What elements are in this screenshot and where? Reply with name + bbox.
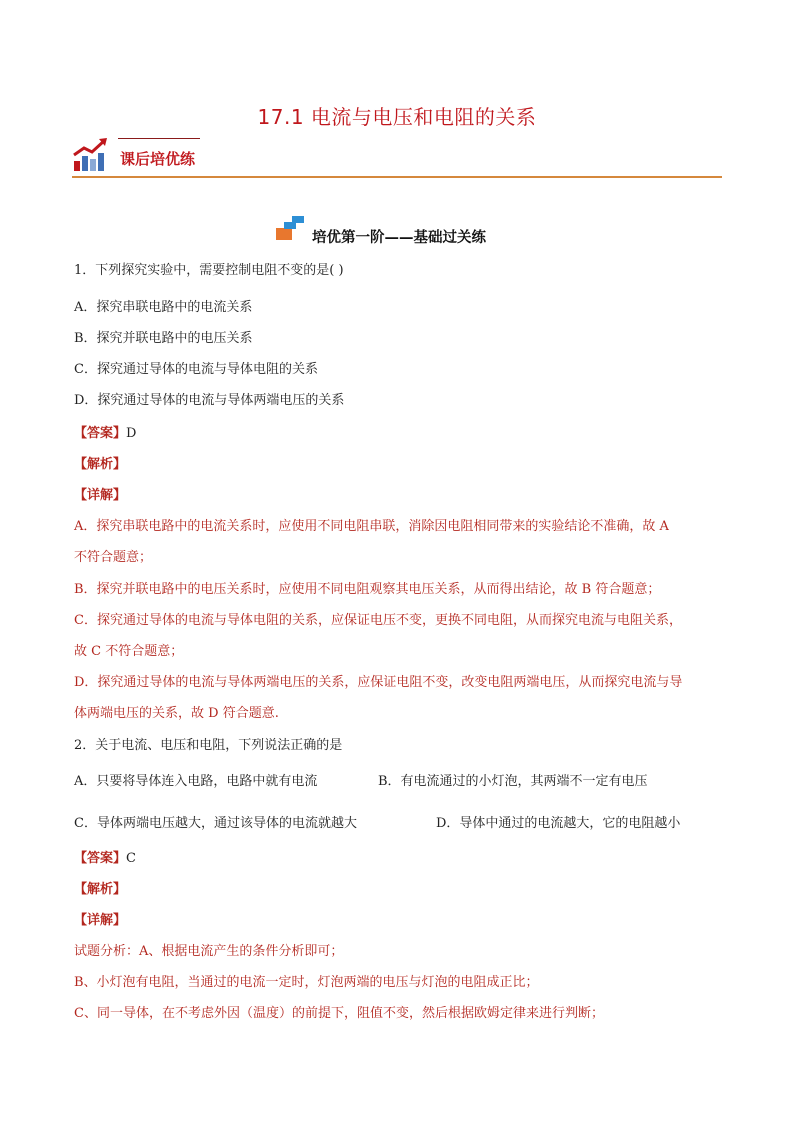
q1-option-a: A．探究串联电路中的电流关系 xyxy=(74,300,253,315)
q1-option-d: D．探究通过导体的电流与导体两端电压的关系 xyxy=(74,393,345,408)
q2-detail-tag: 【详解】 xyxy=(74,913,127,928)
header-top-rule xyxy=(118,138,200,139)
q1-detail-line: 故 C 不符合题意； xyxy=(74,644,184,659)
q2-detail-line: C、同一导体，在不考虑外因（温度）的前提下，阻值不变，然后根据欧姆定律来进行判断； xyxy=(74,1006,604,1021)
q1-detail-line: C．探究通过导体的电流与导体电阻的关系，应保证电压不变，更换不同电阻，从而探究电流与电阻关系， xyxy=(74,613,682,628)
q2-option-a: A．只要将导体连入电路，电路中就有电流 xyxy=(74,774,318,789)
q2-answer-value: C xyxy=(126,851,136,866)
q1-stem: 1．下列探究实验中，需要控制电阻不变的是( ) xyxy=(74,263,344,278)
section-header xyxy=(72,136,722,178)
q1-answer xyxy=(74,426,136,442)
q2-answer xyxy=(74,851,136,867)
q2-answer-tag: 【答案】 xyxy=(74,851,127,866)
q2-option-c: C．导体两端电压越大，通过该导体的电流就越大 xyxy=(74,816,357,831)
q1-detail-line: 不符合题意； xyxy=(74,550,153,565)
q1-detail-tag: 【详解】 xyxy=(74,488,127,503)
q1-option-c: C．探究通过导体的电流与导体电阻的关系 xyxy=(74,362,318,377)
q1-detail-line: D．探究通过导体的电流与导体两端电压的关系，应保证电阻不变，改变电阻两端电压，从而探究电流与导 xyxy=(74,675,683,690)
q1-detail-line: 体两端电压的关系，故 D 符合题意. xyxy=(74,706,279,721)
q1-detail-line: A．探究串联电路中的电流关系时，应使用不同电阻串联，消除因电阻相同带来的实验结论不准确，故 A xyxy=(74,519,669,534)
q2-detail-line: 试题分析：A、根据电流产生的条件分析即可； xyxy=(74,944,344,959)
q2-detail-line: B、小灯泡有电阻，当通过的电流一定时，灯泡两端的电压与灯泡的电阻成正比； xyxy=(74,975,539,990)
q1-option-b: B．探究并联电路中的电压关系 xyxy=(74,331,253,346)
q2-option-b: B．有电流通过的小灯泡，其两端不一定有电压 xyxy=(378,774,648,789)
header-bottom-rule xyxy=(72,176,722,178)
stairs-icon xyxy=(274,214,310,242)
section-label: 课后培优练 xyxy=(120,150,196,168)
q1-answer-value: D xyxy=(126,426,137,441)
q2-stem: 2．关于电流、电压和电阻，下列说法正确的是 xyxy=(74,738,343,753)
page-title: 17.1 电流与电压和电阻的关系 xyxy=(257,105,537,129)
bar-chart-trend-icon xyxy=(72,137,110,173)
q2-option-d: D．导体中通过的电流越大，它的电阻越小 xyxy=(436,816,681,831)
q2-analysis-tag: 【解析】 xyxy=(74,882,127,897)
subsection-label: 培优第一阶——基础过关练 xyxy=(312,229,486,246)
q1-answer-tag: 【答案】 xyxy=(74,426,127,441)
q1-analysis-tag: 【解析】 xyxy=(74,457,127,472)
q1-detail-line: B．探究并联电路中的电压关系时，应使用不同电阻观察其电压关系，从而得出结论，故 B 符合题意； xyxy=(74,582,661,597)
